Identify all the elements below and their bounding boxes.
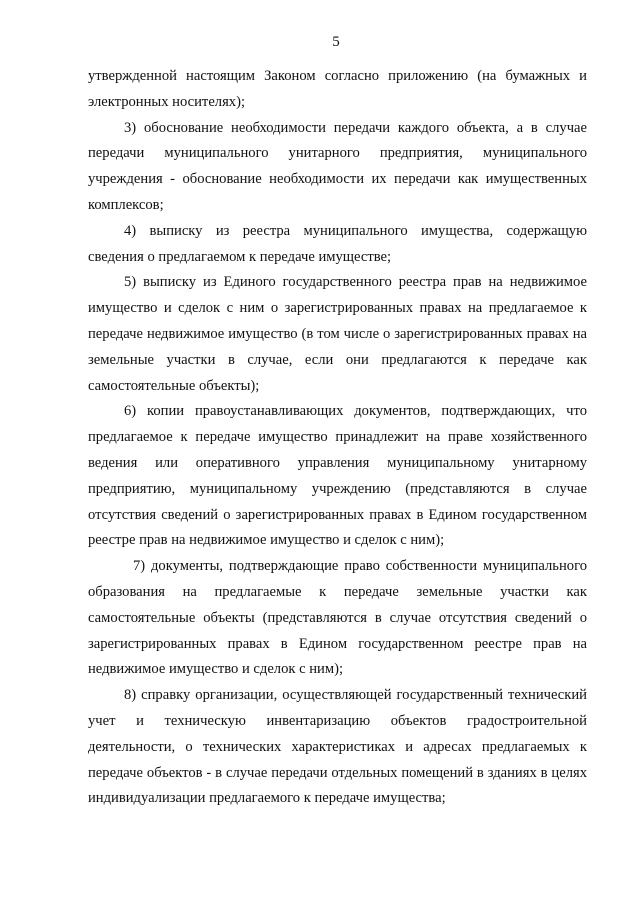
paragraph-item-8: 8) справку организации, осуществляющей государственный технический учет и техническую инвентаризацию объектов градостроительной деятельности, о технических характеристиках и адресах предлагаемых к передаче объектов - в случае передачи отдельных помещений в зданиях в целях индивидуализации предлагаемого к передаче имущества;: [88, 687, 587, 807]
page-number: 5: [332, 34, 340, 50]
paragraph-item-3: 3) обоснование необходимости передачи каждого объекта, а в случае передачи муниципального унитарного предприятия, муниципального учреждения - обоснование необходимости их передачи как имущественных комплексов;: [88, 119, 587, 213]
paragraph-item-4: 4) выписку из реестра муниципального имущества, содержащую сведения о предлагаемом к передаче имуществе;: [88, 222, 587, 265]
paragraph-continuation: утвержденной настоящим Законом согласно приложению (на бумажных и электронных носителях);: [88, 68, 587, 110]
paragraph-item-7: 7) документы, подтверждающие право собственности муниципального образования на предлагаемые к передаче земельные участки как самостоятельные объекты (представляются в случае отсутствия сведений о зарегистрированных правах в Едином государственном реестре прав на недвижимое имущество и сделок с ним);: [88, 558, 587, 678]
paragraph-item-5: 5) выписку из Единого государственного реестра прав на недвижимое имущество и сделок с ним о зарегистрированных правах на предлагаемое к передаче недвижимое имущество (в том числе о зарегистрированных правах на земельные участки в случае, если они предлагаются к передаче как самостоятельные объекты);: [88, 274, 587, 394]
paragraph-item-6: 6) копии правоустанавливающих документов, подтверждающих, что предлагаемое к передаче имущество принадлежит на праве хозяйственного ведения или оперативного управления муниципальному унитарному предприятию, муниципальному учреждению (представляются в случае отсутствия сведений о зарегистрированных правах в Едином государственном реестре прав на недвижимое имущество и сделок с ним);: [88, 403, 587, 549]
document-body: [88, 64, 587, 812]
